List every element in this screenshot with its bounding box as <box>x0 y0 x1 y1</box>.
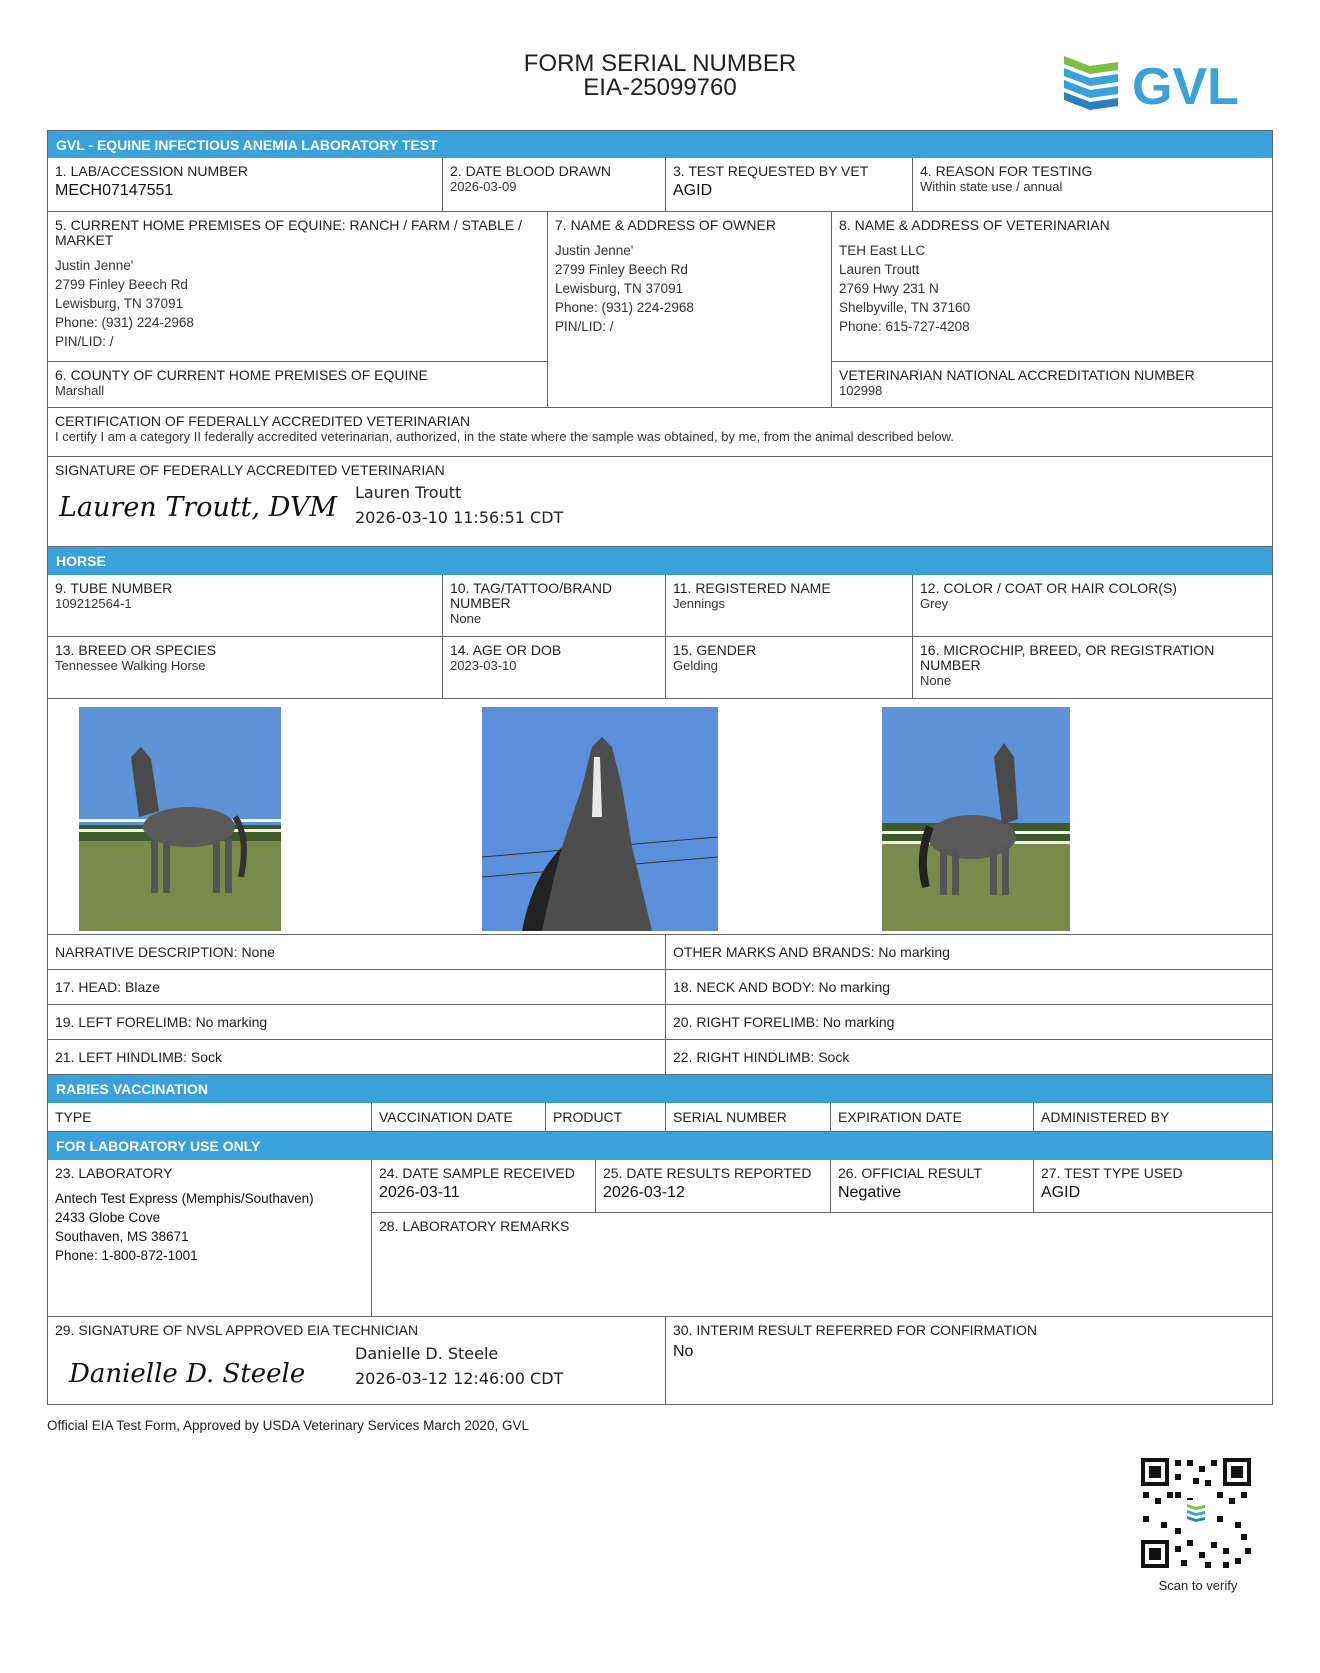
horse-photos <box>47 699 1273 935</box>
gvl-logo <box>1060 52 1280 118</box>
row-narrative <box>47 935 1273 970</box>
reason-for-testing: Within state use / annual <box>920 179 1063 194</box>
cell-other-marks <box>666 935 1272 969</box>
section-bar-horse: HORSE <box>47 547 1273 575</box>
cell-test-type <box>1034 1160 1272 1212</box>
vet-signature-image <box>55 478 355 532</box>
breed: Tennessee Walking Horse <box>55 658 206 673</box>
cell-premises <box>48 212 547 362</box>
section-bar-test: GVL - EQUINE INFECTIOUS ANEMIA LABORATORY TEST <box>47 130 1273 158</box>
vet-column <box>832 212 1272 407</box>
field-label: 1. LAB/ACCESSION NUMBER <box>55 163 248 179</box>
cell-veterinarian <box>832 212 1272 362</box>
signature-block <box>55 1338 658 1394</box>
field-label: 18. NECK AND BODY: <box>673 979 815 995</box>
field-label: 12. COLOR / COAT OR HAIR COLOR(S) <box>920 580 1177 596</box>
field-label: VETERINARIAN NATIONAL ACCREDITATION NUMBER <box>839 367 1195 383</box>
cell-date-reported <box>596 1160 831 1212</box>
row-certification <box>47 408 1273 457</box>
lab-results-row <box>372 1160 1272 1213</box>
cell-age <box>443 637 666 698</box>
field-label: 17. HEAD: <box>55 979 122 995</box>
row-horse-id <box>47 575 1273 637</box>
row-vet-signature <box>47 457 1273 547</box>
left-hindlimb-value: Sock <box>190 1049 223 1065</box>
rabies-col-product: PRODUCT <box>546 1103 666 1131</box>
tech-signed-time: 2026-03-12 12:46:00 CDT <box>355 1369 564 1388</box>
tag-number: None <box>450 611 482 626</box>
signature-block <box>55 478 1265 532</box>
cell-left-hindlimb <box>48 1040 666 1074</box>
cell-date-drawn <box>443 158 666 211</box>
address-line: Lauren Troutt <box>839 262 920 277</box>
eia-form <box>47 130 1273 1405</box>
form-serial-label: FORM SERIAL NUMBER <box>523 50 797 77</box>
rabies-col-serial: SERIAL NUMBER <box>666 1103 831 1131</box>
neck-body-value: No marking <box>818 979 891 995</box>
accreditation-number: 102998 <box>839 383 883 398</box>
address-line: 2769 Hwy 231 N <box>839 281 939 296</box>
cell-head <box>48 970 666 1004</box>
horse-photo-right <box>882 707 1070 931</box>
rabies-header-row <box>47 1103 1273 1132</box>
tech-signature-text <box>355 1341 563 1391</box>
microchip: None <box>920 673 952 688</box>
cell-accession <box>48 158 443 211</box>
accession-number: MECH07147551 <box>55 182 174 199</box>
form-serial-number: EIA-25099760 <box>583 74 737 101</box>
cell-left-forelimb <box>48 1005 666 1039</box>
horse-photo-left <box>79 707 281 931</box>
field-label: 22. RIGHT HINDLIMB: <box>673 1049 815 1065</box>
right-hindlimb-value: Sock <box>818 1049 850 1065</box>
head-value: Blaze <box>125 979 161 995</box>
address-line: Southaven, MS 38671 <box>55 1229 189 1244</box>
section-bar-lab: FOR LABORATORY USE ONLY <box>47 1132 1273 1160</box>
field-label: 28. LABORATORY REMARKS <box>379 1218 570 1234</box>
lab-right-column <box>372 1160 1272 1316</box>
field-label: 3. TEST REQUESTED BY VET <box>673 163 869 179</box>
rabies-col-type: TYPE <box>48 1103 372 1131</box>
row-accession <box>47 158 1273 212</box>
address-line: Phone: (931) 224-2968 <box>555 300 694 315</box>
footer-approval-text: Official EIA Test Form, Approved by USDA Veterinary Services March 2020, GVL <box>47 1418 529 1433</box>
cell-right-forelimb <box>666 1005 1272 1039</box>
field-label: 21. LEFT HINDLIMB: <box>55 1049 188 1065</box>
qr-code-icon[interactable] <box>1139 1456 1253 1570</box>
field-label: 9. TUBE NUMBER <box>55 580 173 596</box>
date-reported: 2026-03-12 <box>603 1184 685 1201</box>
row-lab <box>47 1160 1273 1317</box>
address-line: Phone: (931) 224-2968 <box>55 315 194 330</box>
field-label: 8. NAME & ADDRESS OF VETERINARIAN <box>839 217 1110 233</box>
cell-laboratory <box>48 1160 372 1316</box>
field-label: CERTIFICATION OF FEDERALLY ACCREDITED VETERINARIAN <box>55 413 471 429</box>
field-label: 11. REGISTERED NAME <box>673 580 831 596</box>
address-line: Justin Jenne' <box>55 258 134 273</box>
coat-color: Grey <box>920 596 949 611</box>
address-line: PIN/LID: / <box>55 334 114 349</box>
horse-photo-center <box>482 707 718 931</box>
vet-address <box>839 241 1265 336</box>
field-label: 16. MICROCHIP, BREED, OR REGISTRATION NUMBER <box>920 642 1215 673</box>
address-line: 2799 Finley Beech Rd <box>555 262 688 277</box>
svg-text:Danielle D. Steele: Danielle D. Steele <box>69 1359 306 1389</box>
premises-address <box>55 256 540 351</box>
rabies-col-administered: ADMINISTERED BY <box>1041 1109 1170 1125</box>
address-line: 2433 Globe Cove <box>55 1210 161 1225</box>
cell-official-result <box>831 1160 1034 1212</box>
cell-neck-body <box>666 970 1272 1004</box>
cell-tag <box>443 575 666 636</box>
field-label: 29. SIGNATURE OF NVSL APPROVED EIA TECHNICIAN <box>55 1322 419 1338</box>
county: Marshall <box>55 383 105 398</box>
cell-registered-name <box>666 575 913 636</box>
address-line: 2799 Finley Beech Rd <box>55 277 188 292</box>
interim-result: No <box>673 1343 694 1360</box>
gender: Gelding <box>673 658 718 673</box>
tech-signature-image <box>55 1338 355 1394</box>
cell-tube <box>48 575 443 636</box>
svg-text:GVL: GVL <box>1132 58 1239 116</box>
field-label: NARRATIVE DESCRIPTION: <box>55 944 238 960</box>
cell-narrative <box>48 935 666 969</box>
cell-breed <box>48 637 443 698</box>
address-line: Phone: 1-800-872-1001 <box>55 1248 198 1263</box>
registered-name: Jennings <box>673 596 726 611</box>
row-tech-signature <box>47 1317 1273 1405</box>
cell-microchip <box>913 637 1272 698</box>
cell-vet-signature <box>48 457 1272 546</box>
cell-gender <box>666 637 913 698</box>
row-head <box>47 970 1273 1005</box>
address-line: Justin Jenne' <box>555 243 634 258</box>
cell-certification <box>48 408 1272 456</box>
cell-lab-remarks <box>372 1213 1272 1316</box>
age-dob: 2023-03-10 <box>450 658 517 673</box>
narrative-value: None <box>241 944 275 960</box>
svg-text:Lauren Troutt, DVM: Lauren Troutt, DVM <box>59 492 338 523</box>
row-hindlimbs <box>47 1040 1273 1075</box>
field-label: 4. REASON FOR TESTING <box>920 163 1093 179</box>
other-marks-value: No marking <box>878 944 950 960</box>
rabies-col-expiration: EXPIRATION DATE <box>831 1103 1034 1131</box>
field-label: 23. LABORATORY <box>55 1165 173 1181</box>
tech-signer-name: Danielle D. Steele <box>355 1344 499 1363</box>
field-label: 6. COUNTY OF CURRENT HOME PREMISES OF EQUINE <box>55 367 428 383</box>
field-label: 19. LEFT FORELIMB: <box>55 1014 192 1030</box>
field-label: 27. TEST TYPE USED <box>1041 1165 1183 1181</box>
field-label: 30. INTERIM RESULT REFERRED FOR CONFIRMATION <box>673 1322 1038 1338</box>
test-requested: AGID <box>673 182 713 199</box>
cell-color <box>913 575 1272 636</box>
field-label: 2. DATE BLOOD DRAWN <box>450 163 612 179</box>
cell-interim-result <box>666 1317 1272 1404</box>
field-label: 25. DATE RESULTS REPORTED <box>603 1165 812 1181</box>
premises-column <box>48 212 548 407</box>
cell-reason <box>913 158 1272 211</box>
field-label: 13. BREED OR SPECIES <box>55 642 217 658</box>
field-label: 24. DATE SAMPLE RECEIVED <box>379 1165 575 1181</box>
field-label: 15. GENDER <box>673 642 757 658</box>
vet-signed-time: 2026-03-10 11:56:51 CDT <box>355 508 564 527</box>
laboratory-address <box>55 1189 364 1265</box>
address-line: Antech Test Express (Memphis/Southaven) <box>55 1191 314 1206</box>
date-blood-drawn: 2026-03-09 <box>450 179 517 194</box>
field-label: 7. NAME & ADDRESS OF OWNER <box>555 217 776 233</box>
scan-to-verify-label: Scan to verify <box>1158 1578 1238 1593</box>
official-result: Negative <box>838 1184 902 1201</box>
address-line: PIN/LID: / <box>555 319 614 334</box>
right-forelimb-value: No marking <box>822 1014 895 1030</box>
field-label: 20. RIGHT FORELIMB: <box>673 1014 819 1030</box>
address-line: Phone: 615-727-4208 <box>839 319 970 334</box>
field-label: SIGNATURE OF FEDERALLY ACCREDITED VETERINARIAN <box>55 462 445 478</box>
address-line: Lewisburg, TN 37091 <box>55 296 184 311</box>
cell-tech-signature <box>48 1317 666 1404</box>
field-label: 10. TAG/TATTOO/BRAND NUMBER <box>450 580 613 611</box>
address-line: Shelbyville, TN 37160 <box>839 300 971 315</box>
vet-signature-text <box>355 480 563 530</box>
field-label: 26. OFFICIAL RESULT <box>838 1165 982 1181</box>
field-label: 5. CURRENT HOME PREMISES OF EQUINE: RANCH / FARM / STABLE / MARKET <box>55 217 522 248</box>
owner-address <box>555 241 824 336</box>
cell-county <box>48 362 547 407</box>
address-line: TEH East LLC <box>839 243 926 258</box>
left-forelimb-value: No marking <box>195 1014 268 1030</box>
row-addresses <box>47 212 1273 408</box>
test-type: AGID <box>1041 1184 1081 1201</box>
cell-accreditation <box>832 362 1272 407</box>
cell-date-received <box>372 1160 596 1212</box>
tube-number: 109212564-1 <box>55 596 132 611</box>
cell-test-requested <box>666 158 913 211</box>
address-line: Lewisburg, TN 37091 <box>555 281 684 296</box>
cell-owner <box>548 212 832 407</box>
row-horse-details <box>47 637 1273 699</box>
date-received: 2026-03-11 <box>379 1184 460 1201</box>
field-label: OTHER MARKS AND BRANDS: <box>673 944 875 960</box>
vet-signer-name: Lauren Troutt <box>355 483 462 502</box>
certification-text: I certify I am a category II federally accredited veterinarian, authorized, in the state where the sample was obtained, by me, from the animal described below. <box>55 429 954 444</box>
cell-right-hindlimb <box>666 1040 1272 1074</box>
section-bar-rabies: RABIES VACCINATION <box>47 1075 1273 1103</box>
rabies-col-date: VACCINATION DATE <box>372 1103 546 1131</box>
row-forelimbs <box>47 1005 1273 1040</box>
field-label: 14. AGE OR DOB <box>450 642 562 658</box>
